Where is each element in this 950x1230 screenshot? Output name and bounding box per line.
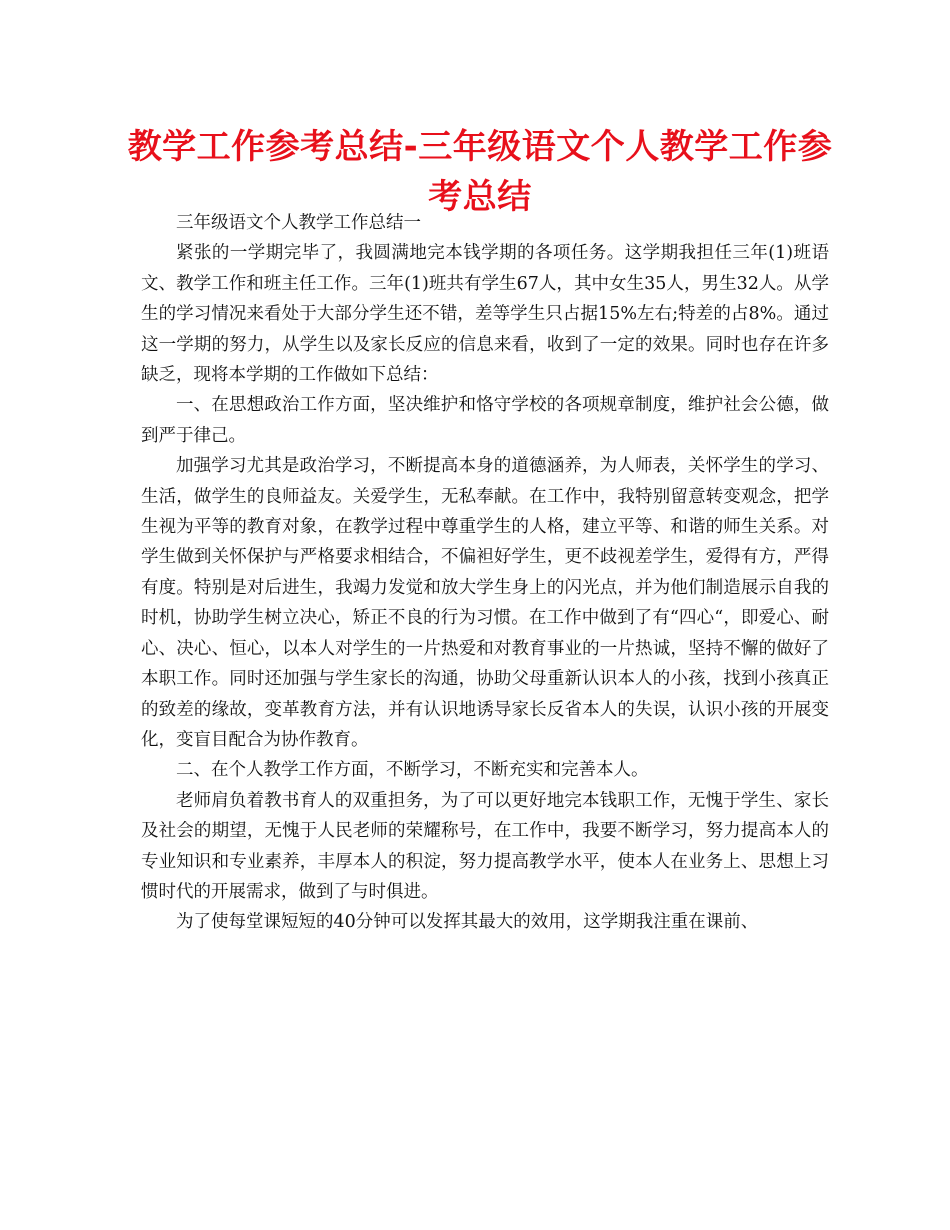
paragraph-political-body: 加强学习尤其是政治学习，不断提高本身的道德涵养，为人师表，关怀学生的学习、生活，做学生的良师益友。关爱学生，无私奉献。在工作中，我特别留意转变观念，把学生视为平等的教育对象，在教学过程中尊重学生的人格，建立平等、和谐的师生关系。对学生做到关怀保护与严格要求相结合，不偏袒好学生，更不歧视差学生，爱得有方，严得有度。特别是对后进生，我竭力发觉和放大学生身上的闪光点，并为他们制造展示自我的时机，协助学生树立决心，矫正不良的行为习惯。在工作中做到了有“四心“，即爱心、耐心、决心、恒心，以本人对学生的一片热爱和对教育事业的一片热诚，坚持不懈的做好了本职工作。同时还加强与学生家长的沟通，协助父母重新认识本人的小孩，找到小孩真正的致差的缘故，变革教育方法，并有认识地诱导家长反省本人的失误，认识小孩的开展变化，变盲目配合为协作教育。 (141, 456, 829, 750)
paragraph-teaching-body: 老师肩负着教书育人的双重担务，为了可以更好地完本钱职工作，无愧于学生、家长及社会的期望，无愧于人民老师的荣耀称号，在工作中，我要不断学习，努力提高本人的专业知识和专业素养，丰厚本人的积淀，努力提高教学水平，使本人在业务上、思想上习惯时代的开展需求，做到了与时俱进。 (141, 790, 829, 902)
section-heading: 三年级语文个人教学工作总结一 (176, 213, 421, 233)
paragraph-intro: 紧张的一学期完毕了，我圆满地完本钱学期的各项任务。这学期我担任三年(1)班语文、教学工作和班主任工作。三年(1)班共有学生67人，其中女生35人，男生32人。从学生的学习情况来看处于大部分学生还不错，差等学生只占据15%左右;特差的占8%。通过这一学期的努力，从学生以及家长反应的信息来看，收到了一定的效果。同时也存在许多缺乏，现将本学期的工作做如下总结： (141, 243, 829, 386)
paragraph-classroom: 为了使每堂课短短的40分钟可以发挥其最大的效用，这学期我注重在课前、 (176, 912, 759, 933)
document-title: 教学工作参考总结-三年级语文个人教学工作参考总结 (127, 127, 833, 217)
paragraph-teaching-heading: 二、在个人教学工作方面，不断学习，不断充实和完善本人。 (176, 760, 649, 781)
paragraph-political-heading: 一、在思想政治工作方面，坚决维护和恪守学校的各项规章制度，维护社会公德，做到严于律己。 (141, 395, 829, 446)
document-body (141, 208, 829, 938)
